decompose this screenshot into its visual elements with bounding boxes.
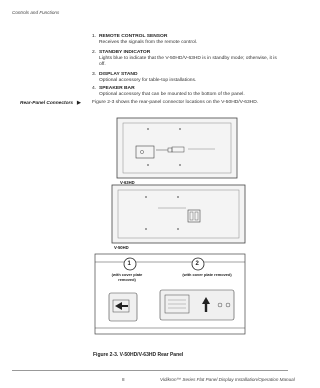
model-label-top: V-63HD [120,180,135,185]
item-number: 3. [92,72,97,77]
item-title: DISPLAY STAND [99,72,138,77]
item-description: Receives the signals from the remote control. [99,40,198,45]
item-number: 4. [92,86,97,91]
side-heading-text: Rear-Panel Connectors [20,101,74,106]
figure-caption: Figure 2-3. V-50HD/V-63HD Rear Panel [93,352,184,358]
item-number: 1. [92,34,97,39]
triangle-arrow-icon: ▶ [77,100,81,106]
v63hd-panel-drawing [117,118,237,178]
item-title: STANDBY INDICATOR [99,50,151,55]
page-number: 8 [122,377,125,382]
callout-label-1: (with cover plate removed) [111,272,143,282]
manual-title: Vidikron™ Series Flat Panel Display Installation/Operation Manual [160,377,295,382]
callout-label-2: (with cover plate removed) [182,272,232,277]
rear-panel-intro: Figure 2-3 shows the rear-panel connector locations on the V-50HD/V-63HD. [92,100,259,105]
item-description: Lights blue to indicate that the V-50HD/V-63HD is in standby mode; otherwise, it is off. [99,56,277,67]
item-description: Optional accessory that can be mounted to the bottom of the panel. [99,92,245,97]
item-title: REMOTE CONTROL SENSOR [99,34,168,39]
callout-number-2: 2 [195,260,199,267]
item-description: Optional accessory for table-top installations. [99,78,197,83]
connector-detail-drawing [95,254,245,334]
section-header: Controls and Functions [12,10,60,15]
callout-number-1: 1 [127,260,131,267]
model-label-bottom: V-50HD [114,245,129,250]
item-title: SPEAKER BAR [99,86,135,91]
item-number: 2. [92,50,97,55]
v50hd-panel-drawing [112,185,245,243]
footer-divider [12,370,288,371]
